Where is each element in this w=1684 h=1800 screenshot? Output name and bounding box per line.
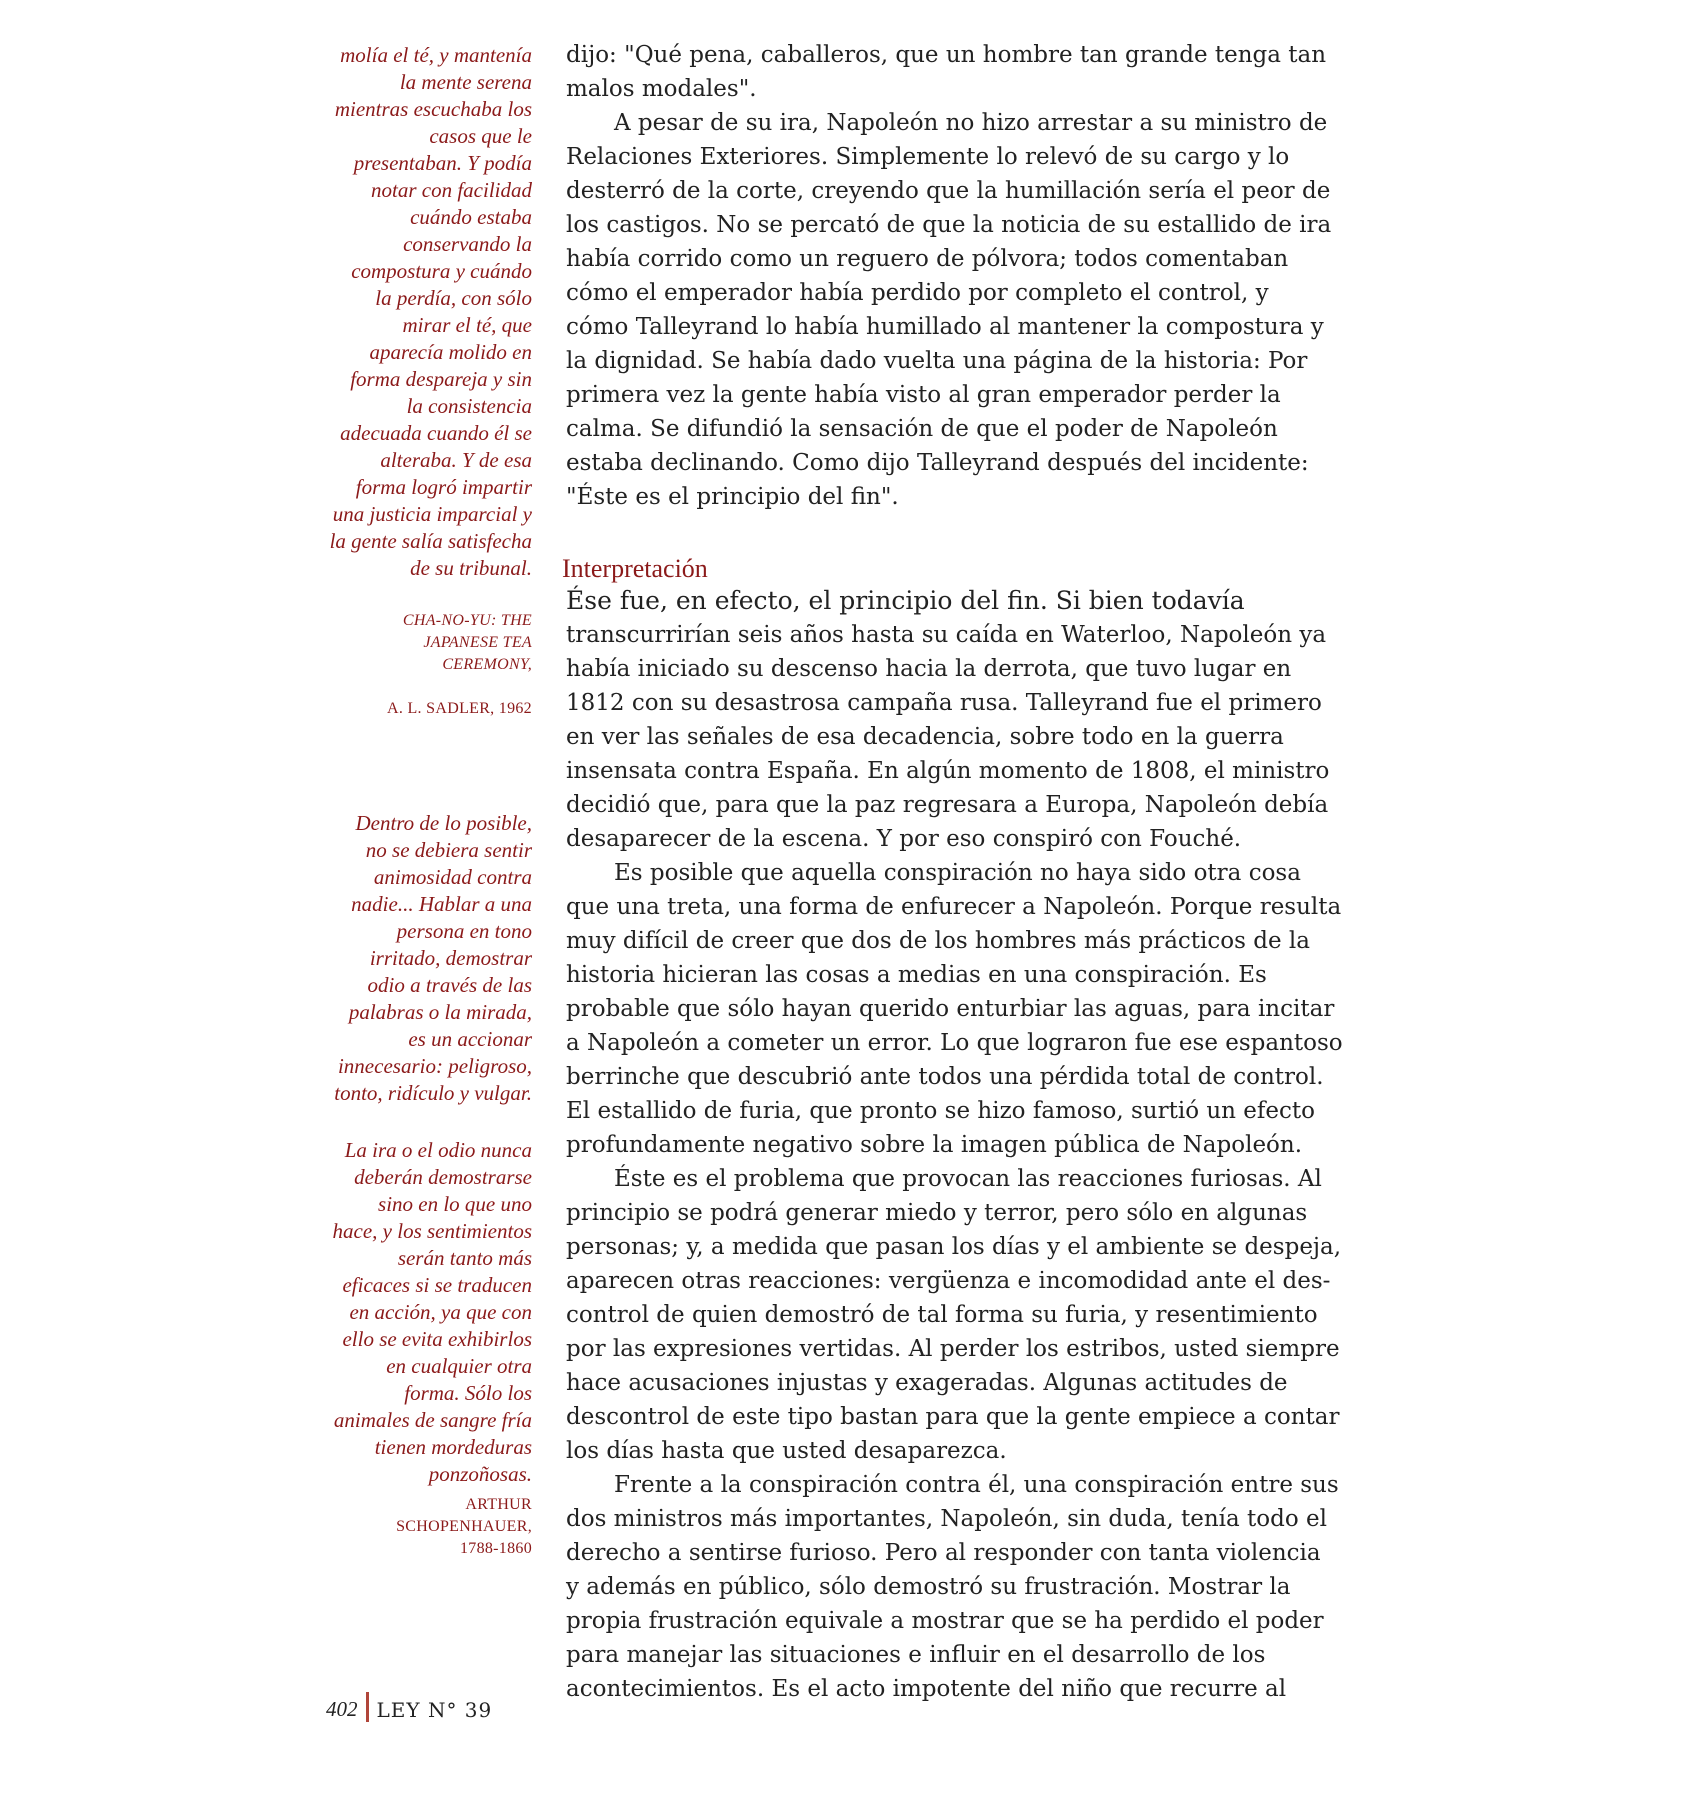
paragraph-6 [566,1468,1339,1706]
text-line: había iniciado su descenso hacia la derrota, que tuvo lugar en [566,656,1292,682]
text-line: historia hicieran las cosas a medias en una conspiración. Es [566,962,1267,988]
paragraph-3 [566,584,1330,856]
text-line: personas; y, a medida que pasan los días y el ambiente se despeja, [566,1234,1342,1260]
text-line: dos ministros más importantes, Napoleón, sin duda, tenía todo el [566,1506,1327,1532]
section-heading-interpretacion: Interpretación [562,554,708,583]
sidebar-quote-animosity: Dentro de lo posible, no se debiera sentir animosidad contra nadie... Hablar a una persona en tono irritado, demostrar odio a través de las palabras o la mirada, es un accionar innecesario: peligroso, tonto, ridículo y vulgar. [334,811,532,1105]
text-line: calma. Se difundió la sensación de que el poder de Napoleón [566,416,1278,442]
text-line: Éste es el problema que provocan las reacciones furiosas. Al [614,1166,1322,1192]
text-line: a Napoleón a cometer un error. Lo que lograron fue ese espantoso [566,1030,1343,1056]
text-line: cómo Talleyrand lo había humillado al mantener la compostura y [566,314,1324,340]
text-line: la dignidad. Se había dado vuelta una página de la historia: Por [566,348,1308,374]
text-line: estaba declinando. Como dijo Talleyrand después del incidente: [566,450,1309,476]
paragraph-2 [566,106,1332,514]
paragraph-1 [566,38,1326,106]
text-line: hace acusaciones injustas y exageradas. Algunas actitudes de [566,1370,1288,1396]
text-line: Es posible que aquella conspiración no haya sido otra cosa [614,860,1301,886]
text-line: que una treta, una forma de enfurecer a Napoleón. Porque resulta [566,894,1342,920]
text-line: decidió que, para que la paz regresara a Europa, Napoleón debía [566,792,1329,818]
paragraph-5 [566,1162,1342,1468]
text-line: los días hasta que usted desaparezca. [566,1438,1007,1464]
text-line: A pesar de su ira, Napoleón no hizo arrestar a su ministro de [614,110,1328,136]
quote-attribution-schopenhauer: ARTHUR SCHOPENHAUER, 1788-1860 [396,1496,532,1557]
text-line: Relaciones Exteriores. Simplemente lo relevó de su cargo y lo [566,144,1290,170]
text-line: por las expresiones vertidas. Al perder los estribos, usted siempre [566,1336,1340,1362]
text-line: los castigos. No se percató de que la noticia de su estallido de ira [566,212,1332,238]
sidebar-quote-tea-ceremony: molía el té, y mantenía la mente serena mientras escuchaba los casos que le presentaban. Y podía notar con facilidad cuándo estaba conservando la compostura y cuándo la perdía, con sólo mirar el té, que aparecía molido en forma despareja y sin la consistencia adecuada cuando él se alteraba. Y de esa forma logró impartir una justicia imparcial y la gente salía satisfecha de su tribunal. [329,43,532,580]
page-number: 402 [326,1697,358,1721]
law-label: LEY N° 39 [376,1698,493,1722]
text-line: derecho a sentirse furioso. Pero al responder con tanta violencia [566,1540,1321,1566]
text-line: El estallido de furia, que pronto se hizo famoso, surtió un efecto [566,1098,1316,1124]
text-line: probable que sólo hayan querido enturbiar las aguas, para incitar [566,996,1335,1022]
text-line: 1812 con su desastrosa campaña rusa. Talleyrand fue el primero [566,690,1322,716]
text-line: muy difícil de creer que dos de los hombres más prácticos de la [566,928,1310,954]
text-line: Frente a la conspiración contra él, una conspiración entre sus [614,1472,1339,1498]
text-line: había corrido como un reguero de pólvora; todos comentaban [566,246,1289,272]
text-line: transcurrirían seis años hasta su caída en Waterloo, Napoleón ya [566,622,1327,648]
quote-attribution-sadler [300,588,532,742]
text-line: primera vez la gente había visto al gran emperador perder la [566,382,1281,408]
text-line: desaparecer de la escena. Y por eso conspiró con Fouché. [566,826,1242,852]
text-line: desterró de la corte, creyendo que la humillación sería el peor de [566,178,1331,204]
text-line: malos modales". [566,76,757,102]
text-line: y además en público, sólo demostró su frustración. Mostrar la [566,1574,1291,1600]
paragraph-4 [566,856,1343,1162]
text-line: descontrol de este tipo bastan para que la gente empiece a contar [566,1404,1340,1430]
sidebar-quotes [300,42,532,1560]
text-line: control de quien demostró de tal forma su furia, y resentimiento [566,1302,1318,1328]
attribution-author: A. L. SADLER, 1962 [387,700,532,717]
attribution-title: CHA-NO-YU: THE JAPANESE TEA CEREMONY, [402,612,532,673]
text-line: profundamente negativo sobre la imagen pública de Napoleón. [566,1132,1303,1158]
text-line: insensata contra España. En algún momento de 1808, el ministro [566,758,1330,784]
main-text-column [562,38,1343,1706]
text-line: aparecen otras reacciones: vergüenza e incomodidad ante el des- [566,1268,1331,1294]
text-line: en ver las señales de esa decadencia, sobre todo en la guerra [566,724,1284,750]
text-line: propia frustración equivale a mostrar que se ha perdido el poder [566,1608,1324,1634]
sidebar-quote-schopenhauer: La ira o el odio nunca deberán demostrarse sino en lo que uno hace, y los sentimientos serán tanto más eficaces si se traducen en acción, ya que con ello se evita exhibirlos en cualquier otra forma. Sólo los animales de sangre fría tienen mordeduras ponzoñosas. [332,1138,532,1486]
page-footer [326,1692,492,1722]
lead-line: Ése fue, en efecto, el principio del fin. Si bien todavía [566,586,1245,615]
text-line: dijo: "Qué pena, caballeros, que un hombre tan grande tenga tan [566,42,1327,68]
footer-divider [366,1692,369,1722]
text-line: acontecimientos. Es el acto impotente del niño que recurre al [566,1676,1287,1702]
text-line: principio se podrá generar miedo y terror, pero sólo en algunas [566,1200,1308,1226]
text-line: berrinche que descubrió ante todos una pérdida total de control. [566,1064,1324,1090]
text-line: para manejar las situaciones e influir en el desarrollo de los [566,1642,1266,1668]
text-line: "Éste es el principio del fin". [566,484,899,510]
text-line: cómo el emperador había perdido por completo el control, y [566,280,1269,306]
